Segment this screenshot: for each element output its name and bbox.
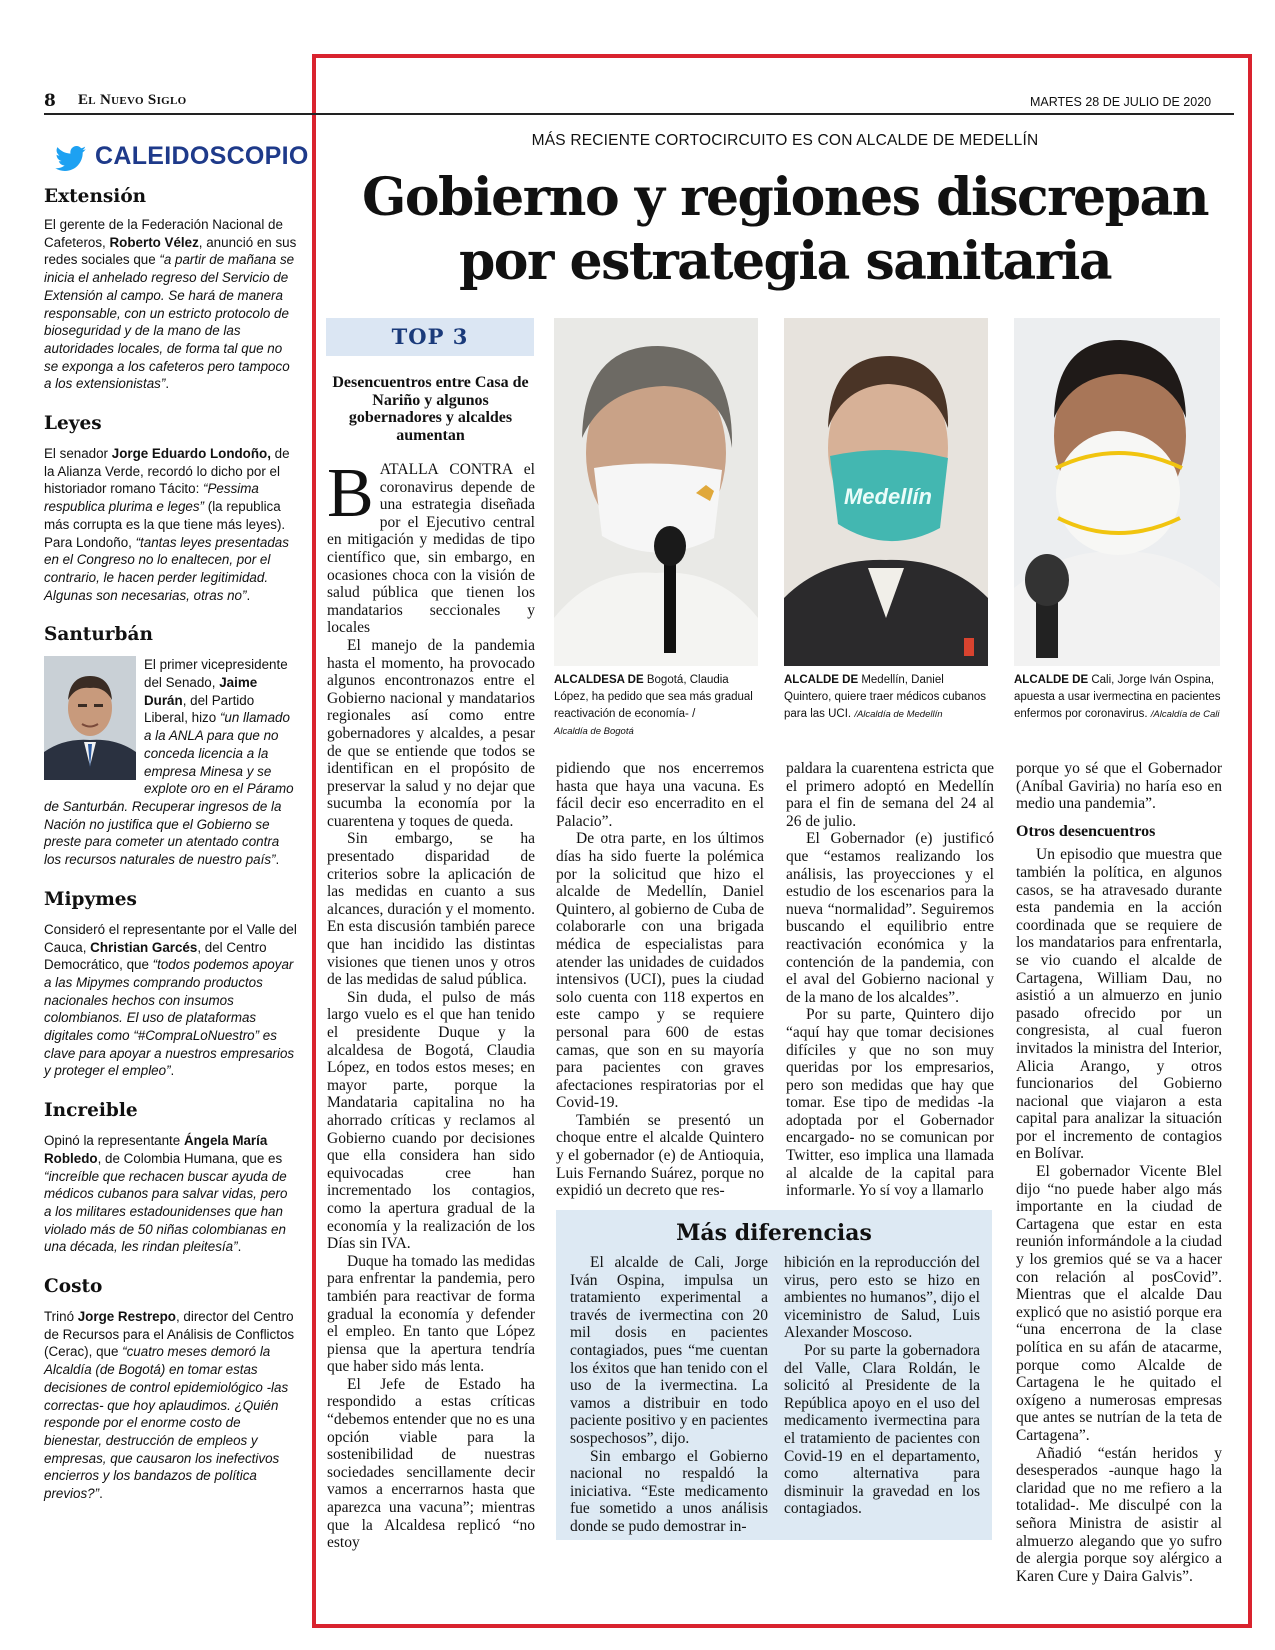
section-body: Consideró el representante por el Valle del Cauca, Christian Garcés, del Centro Democrático, que “todos podemos apoyar a las Mipymes comprando productos nacionales hechos con insumos colombianos. El uso de plataformas digitales como “#CompraLoNuestro” es clave para apoyar a nuestros empresarios y proteger el empleo”. [44,921,297,1079]
section-heading: Costo [44,1276,103,1298]
sidebar-section [44,624,298,868]
section-body: Opinó la representante Ángela María Robledo, de Colombia Humana, que es “increíble que rechacen buscar ayuda de médicos cubanos para salvar vidas, pero a los militares estadounidenses que han violado más de 50 niñas colombianas en una década, les rindan pleitesía”. [44,1133,288,1255]
subhead-otros-desencuentros: Otros desencuentros [1016,822,1156,840]
box-column-2: hibición en la reproducción del virus, pero esto se hizo en ambientes no humanos”, dijo el viceministro de Salud, Luis Alexander Moscoso. Por su parte la gobernadora del Valle, Clara Roldán, le solicitó al Presidente de la República apoyo en el uso del medicamento ivermectina para el tratamiento de pacientes con Covid-19 en el departamento, como alternativa para disminuir la gravedad en los contagiados. [784,1254,980,1518]
caption-jorge-ivan-ospina [1014,672,1222,723]
article-column-1 [327,455,535,1552]
mas-diferencias-box [556,1210,992,1540]
caption-text: Medellín, Daniel Quintero, quiere traer médicos cubanos para las UCI. [784,674,986,720]
section-body: El gerente de la Federación Nacional de Cafeteros, Roberto Vélez, anunció en sus redes sociales que “a partir de mañana se inicia el anhelado regreso del Servicio de Extensión al campo. Se hará de manera responsable, con un estricto protocolo de bioseguridad y de la mano de las autoridades locales, de forma tal que no se exponga a los cafeteros pero tampoco a los extensionistas”. [44,217,297,392]
caption-lead: ALCALDESA DE [554,674,644,686]
caption-credit: Alcaldía de Bogotá [554,726,634,737]
box-title: Más diferencias [676,1220,872,1246]
section-heading: Mipymes [44,888,137,910]
box-column-1: El alcalde de Cali, Jorge Iván Ospina, impulsa un tratamiento experimental a través de ivermectina con 20 mil dosis en pacientes contagiados, pues “me cuentan los éxitos que han tenido con el uso de la ivermectina. La vamos a distribuir en todo paciente positivo y en pacientes sospechosos”, dijo. Sin embargo el Gobierno nacional no respaldó la iniciativa. “Este medicamento fue sometido a unos análisis donde se pudo demostrar in- [570,1254,768,1535]
santurban-text: El primer vicepresidente del Senado, Jaime Durán, del Partido Liberal, hizo “un llamado a la ANLA para que no conceda licencia a la empresa Minesa y se explote oro en el Páramo de Santurbán. Recuperar ingresos de la Nación no justifica que el Gobierno se preste para cometer un atentado contra los recursos naturales de nuestro país”. [44,657,294,868]
photo-jorge-ivan-ospina [1014,318,1220,666]
section-heading: Increible [44,1100,138,1122]
portrait-jorge-ivan-ospina [1014,318,1220,666]
caleidoscopio-header [50,140,309,176]
caption-claudia-lopez [554,672,764,740]
headline-line-1: Gobierno y regiones discrepan [361,167,1209,228]
photo-claudia-lopez [554,318,758,666]
portrait-daniel-quintero [784,318,988,666]
drop-cap: B [327,455,374,532]
article-column-2: pidiendo que nos encerremos hasta que haya una vacuna. Es fácil decir eso encerradito en el Palacio”. De otra parte, en los últimos días ha sido fuerte la polémica por la solicitud que hizo el alcalde de Medellín, Daniel Quintero, al gobierno de Cuba de colaborarle con una brigada médica de especialistas para atender las unidades de cuidados intensivos (UCI), pues la ciudad solo cuenta con 118 expertos en este campo y se requiere personal para 600 de estas camas, que son en su mayoría para pacientes con graves afectaciones respiratorias por el Covid-19. También se presentó un choque entre el alcalde Quintero y el gobernador (e) de Antioquia, Luis Fernando Suárez, porque no expidió un decreto que res- [556,760,764,1200]
sidebar-section [44,186,298,393]
sidebar-section [44,1100,298,1256]
masthead-rule [44,113,1234,115]
article-headline [320,166,1250,294]
portrait-claudia-lopez [554,318,758,666]
article-kicker: MÁS RECIENTE CORTOCIRCUITO ES CON ALCALDE DE MEDELLÍN [531,132,1039,149]
column-1-text: ATALLA CONTRA el coronavirus depende de una estrategia diseñada por el Ejecutivo central en mitigación y medidas de tipo científico que, sin embargo, en ocasiones choca con la visión de salud pública que tienen los mandatarios seccionales y locales El manejo de la pandemia hasta el momento, ha provocado algunos encontronazos entre el Gobierno nacional y mandatarios regionales así como entre gobernadores y alcaldes, a pesar de que se entiende que todos se identifican en el propósito de preservar la salud y no dejar que sucumba la economía por la cuarentena y toques de queda. Sin embargo, se ha presentado disparidad de criterios sobre la aplicación de las medidas en cuanto a sus alcances, duración y el momento. En esta discusión también parece que han incidido las distintas visiones que tienen unos y otros de las medidas de salud pública. Sin duda, el pulso de más largo vuelo es el que han tenido el presidente Duque y la alcaldesa de Bogotá, Claudia López, en todos estos meses; en mayor parte, porque la Mandataria capitalina no ha ahorrado críticas y reclamos al Gobierno cuando por decisiones que ella considera han sido equivocadas cree han incrementado los contagios, como la apertura gradual de la economía y la realización de los Días sin IVA. Duque ha tomado las medidas para enfrentar la pandemia, pero también para reactivar de forma gradual la economía y defender el empleo. En tanto que López piensa que la apertura tendría que haber sido más lenta. El Jefe de Estado ha respondido a estas críticas “debemos entender que no es una opción viable para la sostenibilidad de nuestras sociedades sencillamente decir vamos a encerrarnos hasta que aparezca una vacuna”; mientras que la Alcaldesa replicó “no estoy [327,461,535,1552]
section-heading: Leyes [44,413,102,435]
top3-banner [326,318,534,356]
column-4-text-bottom: Un episodio que muestra que también la política, en algunos casos, se ha atravesado durante esta pandemia en la acción coordinada que se requiere de los mandatarios para enfrentarla, se vio cuando el alcalde de Cartagena, William Dau, no asistió a un almuerzo en junio pasado ofrecido por un congresista, al cual fueron invitados la ministra del Interior, Alicia Arango, y otros funcionarios del Gobierno nacional que viajaron a esta capital para analizar la situación por el incremento de contagios en Bolívar. El gobernador Vicente Blel dijo “no puede haber algo más importante en la ciudad de Cartagena que estar en esta reunión informándole a la ciudad y los gremios qué se va a hacer con relación al posCovid”. Mientras que el alcalde Dau explicó que no asistió porque era “una encerrona de la clase política en su afán de atacarme, porque como Alcalde de Cartagena le he quitado el oxígeno a numerosas empresas que antes se nutrían de la teta de Cartagena”. Añadió “están heridos y desesperados -aunque hago la claridad que no me refiero a la totalidad-. Me disculpé con la señora Ministra de asistir al almuerzo alegando que yo sufro de alergia porque soy alérgico a Karen Cure y Daira Galvis”. [1016,846,1222,1585]
senator-photo [44,656,136,780]
paper-name: El Nuevo Siglo [78,92,187,108]
sidebar-column [44,186,298,1503]
caption-daniel-quintero [784,672,992,723]
page-number: 8 [44,91,56,111]
article-column-3: paldara la cuarentena estricta que el primero adoptó en Medellín para el fin de semana del 24 al 26 de julio. El Gobernador (e) justificó que “estamos realizando los análisis, las proyecciones y el estudio de los escenarios para la nueva “normalidad”. Seguiremos buscando el equilibrio entre reactivación económica y la contención de la pandemia, con el aval del Gobierno nacional y de la mano de los alcaldes”. Por su parte, Quintero dijo “aquí hay que tomar decisiones difíciles y que no son muy queridas por los empresarios, pero son medidas que hay que tomar. Ese tipo de medidas -la adoptada por el Gobernador encargado- no se comunican por Twitter, eso implica una llamada al alcalde de la capital para informarle. Yo sí voy a llamarlo [786,760,994,1200]
article-column-4 [1016,760,1222,1585]
caption-lead: ALCALDE DE [784,674,859,686]
twitter-bird-icon [54,146,88,172]
sidebar-section [44,413,298,604]
page-date: MARTES 28 DE JULIO DE 2020 [1030,95,1212,109]
headline-line-2: por estrategia sanitaria [458,231,1112,292]
section-heading: Extensión [44,186,147,207]
caption-lead: ALCALDE DE [1014,674,1089,686]
section-body: Trinó Jorge Restrepo, director del Centro de Recursos para el Análisis de Conflictos (Cerac), que “cuatro meses demoró la Alcaldía (de Bogotá) en tomar estas decisiones de control epidemiológico -las correctas- que hoy aplaudimos. ¿Quién responde por el enorme costo de bienestar, destrucción de empleos y empresas, que causaron los inefectivos encierros y los bandazos de política previos?”. [44,1309,295,1502]
sidebar-section [44,889,298,1080]
mask-text: Medellín [843,484,933,509]
caption-text: Cali, Jorge Iván Ospina, apuesta a usar ivermectina en pacientes enfermos por coronavirus. [1014,674,1221,720]
caption-text: Bogotá, Claudia López, ha pedido que sea más gradual reactivación de economía- / [554,674,753,720]
section-body: El senador Jorge Eduardo Londoño, de la Alianza Verde, recordó lo dicho por el historiador romano Tácito: “Pessima respublica plurima e leges” (la republica más corrupta es la que tiene más leyes). Para Londoño, “tantas leyes presentadas en el Congreso no lo enaltecen, por el contrario, le hacen perder legitimidad. Algunas son necesarias, otras no”. [44,446,290,603]
section-body [44,656,298,868]
top3-label: TOP 3 [391,324,469,349]
article-summary: Desencuentros entre Casa de Nariño y algunos gobernadores y alcaldes aumentan [332,374,529,444]
sidebar-section [44,1276,298,1503]
column-4-text-top: porque yo sé que el Gobernador (Aníbal Gaviria) no haría eso en medio una pandemia”. [1016,760,1222,813]
caption-credit: /Alcaldía de Cali [1150,709,1220,720]
senator-portrait [44,656,136,780]
photo-daniel-quintero [784,318,988,666]
caleidoscopio-title: CALEIDOSCOPIO [95,142,309,170]
section-heading: Santurbán [44,624,153,646]
caption-credit: /Alcaldía de Medellín [854,709,943,720]
